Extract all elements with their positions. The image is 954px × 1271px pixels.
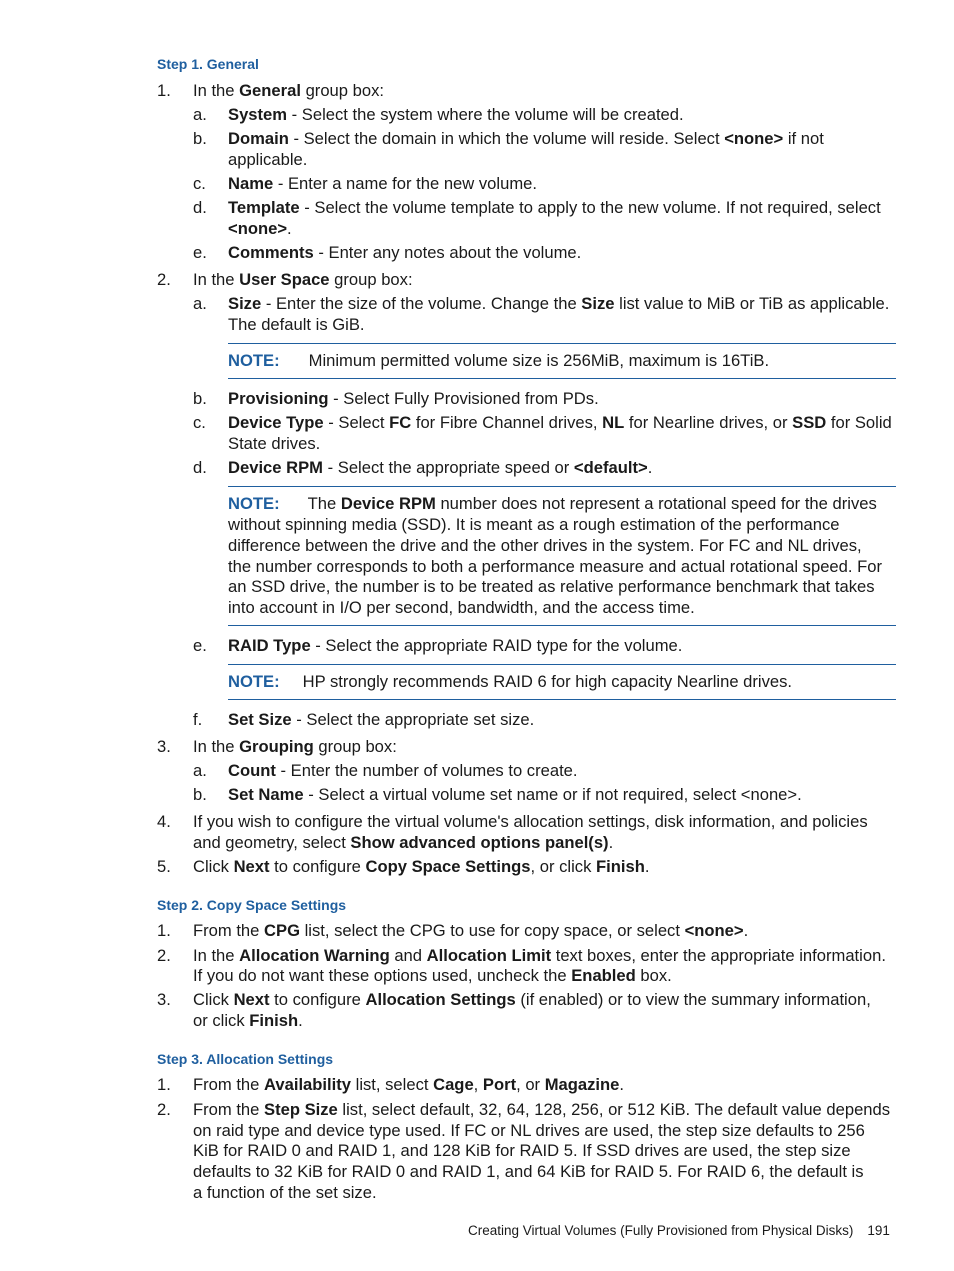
- list-item-text: From the Step Size list, select default, 32, 64, 128, 256, or 512 KiB. The default value depends: [193, 1100, 891, 1119]
- sublist-item-text: Name - Enter a name for the new volume.: [228, 174, 537, 193]
- sublist-letter: b.: [193, 785, 207, 804]
- sublist-item-text: Template - Select the volume template to apply to the new volume. If not required, select: [228, 198, 881, 217]
- page-number: 191: [867, 1223, 890, 1238]
- sublist-item-text: Size - Enter the size of the volume. Change the Size list value to MiB or TiB as applicable.: [228, 294, 890, 313]
- sublist-letter: c.: [193, 413, 206, 432]
- sublist-item-text: Comments - Enter any notes about the volume.: [228, 243, 582, 262]
- list-item-text-cont: and geometry, select Show advanced options panel(s).: [193, 833, 614, 852]
- list-item-text-cont: a function of the set size.: [193, 1183, 377, 1202]
- list-item-text: In the General group box:: [193, 81, 384, 100]
- sublist-letter: c.: [193, 174, 206, 193]
- sublist-item-text: System - Select the system where the volume will be created.: [228, 105, 684, 124]
- list-item-text-cont: on raid type and device type used. If FC or NL drives are used, the step size defaults to 256: [193, 1121, 865, 1140]
- list-item-text: In the Grouping group box:: [193, 737, 397, 756]
- note-bottom-rule: [228, 378, 896, 379]
- list-item-text: If you wish to configure the virtual volume's allocation settings, disk information, and policies: [193, 812, 868, 831]
- list-item-text-cont: KiB for RAID 0 and RAID 1, and 128 KiB for RAID 5. If SSD drives are used, the step size: [193, 1141, 851, 1160]
- step1-heading: Step 1. General: [157, 56, 259, 72]
- list-number: 2.: [157, 946, 171, 965]
- sublist-letter: f.: [193, 710, 203, 729]
- note-label: NOTE:: [228, 672, 280, 691]
- sublist-letter: e.: [193, 636, 207, 655]
- sublist-item-text: Set Name - Select a virtual volume set name or if not required, select <none>.: [228, 785, 802, 804]
- list-number: 1.: [157, 81, 171, 100]
- list-number: 5.: [157, 857, 171, 876]
- step2-heading: Step 2. Copy Space Settings: [157, 897, 347, 913]
- sublist-letter: b.: [193, 389, 207, 408]
- footer-title: Creating Virtual Volumes (Fully Provisioned from Physical Disks): [468, 1223, 854, 1238]
- note-top-rule: [228, 664, 896, 665]
- sublist-item-text-cont: The default is GiB.: [228, 315, 365, 334]
- list-item-text: From the Availability list, select Cage, Port, or Magazine.: [193, 1075, 625, 1094]
- sublist-letter: a.: [193, 105, 207, 124]
- list-number: 3.: [157, 737, 171, 756]
- step3-heading: Step 3. Allocation Settings: [157, 1051, 334, 1067]
- sublist-item-text: Set Size - Select the appropriate set size.: [228, 710, 535, 729]
- note-text-line: without spinning media (SSD). It is meant as a rough estimation of the performance: [228, 515, 840, 534]
- list-number: 4.: [157, 812, 171, 831]
- sublist-letter: a.: [193, 761, 207, 780]
- sublist-item-text: Device Type - Select FC for Fibre Channel drives, NL for Nearline drives, or SSD for Solid: [228, 413, 892, 432]
- note-label: NOTE:: [228, 494, 280, 513]
- sublist-item-text: Device RPM - Select the appropriate speed or <default>.: [228, 458, 653, 477]
- note-bottom-rule: [228, 625, 896, 626]
- sublist-item-text-cont: applicable.: [228, 150, 308, 169]
- list-item-text: Click Next to configure Copy Space Settings, or click Finish.: [193, 857, 650, 876]
- sublist-letter: b.: [193, 129, 207, 148]
- sublist-item-text: Provisioning - Select Fully Provisioned from PDs.: [228, 389, 599, 408]
- sublist-item-text: Count - Enter the number of volumes to create.: [228, 761, 578, 780]
- list-item-text: In the Allocation Warning and Allocation Limit text boxes, enter the appropriate information.: [193, 946, 886, 965]
- list-item-text: In the User Space group box:: [193, 270, 413, 289]
- note-text-line: into account in I/O per second, bandwidth, and the access time.: [228, 598, 695, 617]
- list-number: 1.: [157, 921, 171, 940]
- sublist-item-text-cont: State drives.: [228, 434, 321, 453]
- page-footer: [468, 1223, 890, 1238]
- list-number: 3.: [157, 990, 171, 1009]
- list-number: 1.: [157, 1075, 171, 1094]
- sublist-item-text: Domain - Select the domain in which the volume will reside. Select <none> if not: [228, 129, 824, 148]
- note-top-rule: [228, 486, 896, 487]
- note-box: NOTE: The Device RPM number does not represent a rotational speed for the drives: [228, 494, 877, 513]
- note-text-line: difference between the drive and the other drives in the system. For FC and NL drives,: [228, 536, 862, 555]
- note-text-line: an SSD drive, the number is to be treated as relative performance benchmark that takes: [228, 577, 875, 596]
- sublist-letter: e.: [193, 243, 207, 262]
- note-top-rule: [228, 343, 896, 344]
- note-text-line: the number corresponds to both a performance measure and actual rotational speed. For: [228, 557, 882, 576]
- note-bottom-rule: [228, 699, 896, 700]
- note-box: NOTE: Minimum permitted volume size is 256MiB, maximum is 16TiB.: [228, 351, 770, 370]
- sublist-item-text-cont: <none>.: [228, 219, 292, 238]
- list-item-text: From the CPG list, select the CPG to use for copy space, or select <none>.: [193, 921, 749, 940]
- list-item-text: Click Next to configure Allocation Settings (if enabled) or to view the summary information,: [193, 990, 871, 1009]
- note-box: NOTE: HP strongly recommends RAID 6 for high capacity Nearline drives.: [228, 672, 793, 691]
- sublist-item-text: RAID Type - Select the appropriate RAID type for the volume.: [228, 636, 683, 655]
- list-number: 2.: [157, 1100, 171, 1119]
- list-number: 2.: [157, 270, 171, 289]
- list-item-text-cont: If you do not want these options used, uncheck the Enabled box.: [193, 966, 672, 985]
- note-label: NOTE:: [228, 351, 280, 370]
- list-item-text-cont: defaults to 32 KiB for RAID 0 and RAID 1, and 64 KiB for RAID 5. For RAID 6, the default is: [193, 1162, 864, 1181]
- sublist-letter: d.: [193, 458, 207, 477]
- list-item-text-cont: or click Finish.: [193, 1011, 303, 1030]
- sublist-letter: d.: [193, 198, 207, 217]
- sublist-letter: a.: [193, 294, 207, 313]
